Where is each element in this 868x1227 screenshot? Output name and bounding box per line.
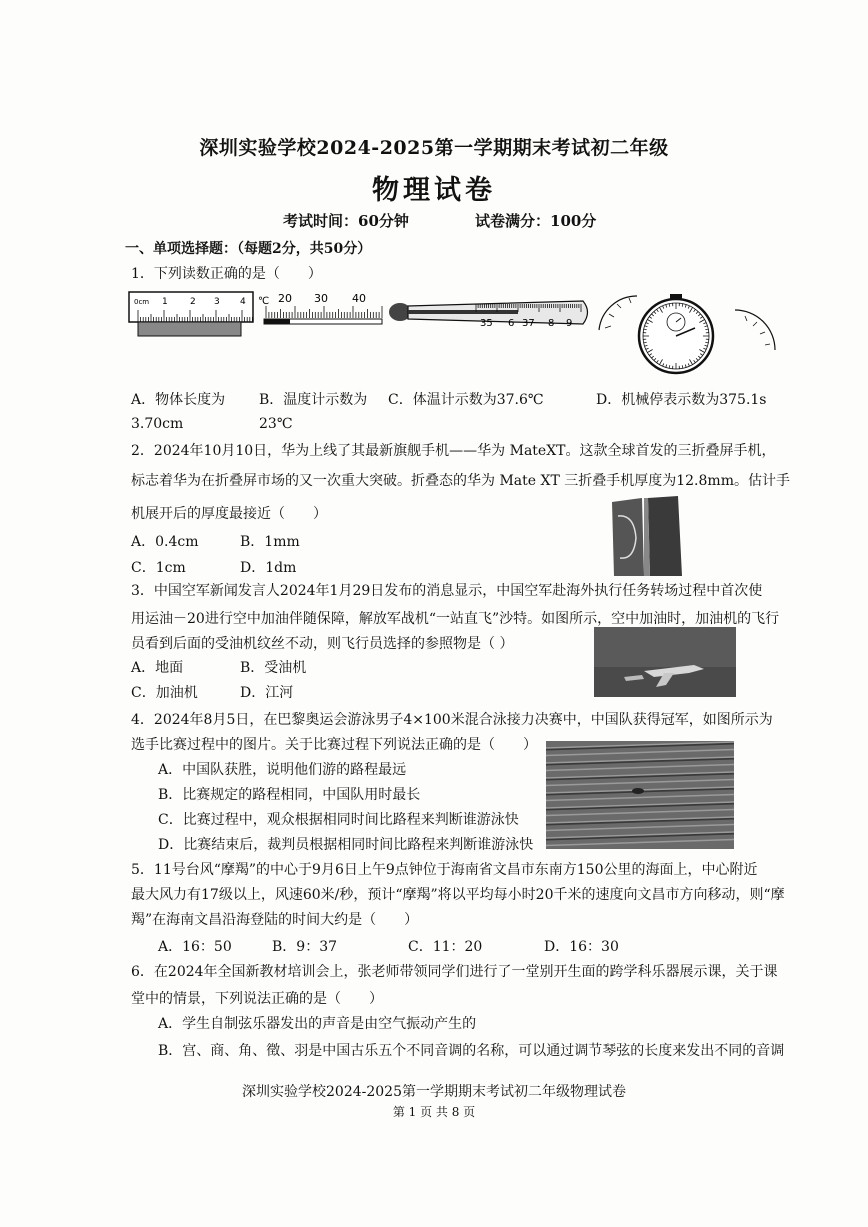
exam-title: 深圳实验学校2024-2025第一学期期末考试初二年级 [199, 137, 669, 159]
q3-option-a: A．地面 [131, 660, 184, 676]
q5-option-b: B．9：37 [272, 939, 338, 955]
q6-option-a: A．学生自制弦乐器发出的声音是由空气振动产生的 [158, 1016, 477, 1032]
q5-line3: 羯”在海南文昌沿海登陆的时间大约是（ ） [131, 912, 419, 928]
q4-line2: 选手比赛过程中的图片。关于比赛过程下列说法正确的是（ ） [131, 737, 537, 753]
q3-option-b: B．受油机 [240, 660, 307, 676]
body-label-6: 6 [508, 318, 515, 329]
q5-option-c: C．11：20 [408, 939, 483, 955]
q1-option-b-value: 23℃ [259, 416, 293, 432]
foldable-phone-image [608, 494, 690, 578]
body-label-37: 37 [522, 318, 535, 329]
q2-option-c: C．1cm [131, 560, 186, 576]
thermo-label-30: 30 [314, 292, 328, 305]
q4-option-d: D．比赛结束后，裁判员根据相同时间比路程来判断谁游泳快 [158, 837, 534, 853]
q5-line1: 5．11号台风“摩羯”的中心于9月6日上午9点钟位于海南省文昌市东南方150公里的海面上，中心附近 [131, 862, 758, 878]
q1-option-c: C．体温计示数为37.6℃ [388, 392, 544, 408]
q3-line2: 用运油－20进行空中加油伴随保障，解放军战机“一站直飞”沙特。如图所示，空中加油时，加油机的飞行 [131, 611, 780, 627]
q3-option-c: C．加油机 [131, 685, 198, 701]
thermo-label-40: 40 [352, 292, 366, 305]
ruler-label-0: 0cm [134, 298, 150, 306]
aerial-refueling-image [594, 627, 736, 697]
body-label-8: 8 [548, 318, 555, 329]
q4-option-b: B．比赛规定的路程相同，中国队用时最长 [158, 787, 421, 803]
q2-line3: 机展开后的厚度最接近（ ） [131, 506, 327, 522]
q1-stem: 1．下列读数正确的是（ ） [131, 266, 322, 282]
footer-title: 深圳实验学校2024-2025第一学期期末考试初二年级物理试卷 [242, 1084, 626, 1100]
q2-line2: 标志着华为在折叠屏市场的又一次重大突破。折叠态的华为 Mate XT 三折叠手机厚度为12.8mm。估计手 [131, 473, 790, 489]
q5-line2: 最大风力有17级以上，风速60米/秒，预计“摩羯”将以平均每小时20千米的速度向文昌市方向移动，则“摩 [131, 887, 785, 903]
q2-option-d: D．1dm [240, 560, 297, 576]
ruler-label-3: 3 [214, 297, 220, 307]
q6-line2: 堂中的情景，下列说法正确的是（ ） [131, 991, 383, 1007]
q3-line1: 3．中国空军新闻发言人2024年1月29日发布的消息显示，中国空军赴海外执行任务转场过程中首次使 [131, 583, 763, 599]
ruler-label-2: 2 [190, 297, 196, 307]
q3-option-d: D．江河 [240, 685, 294, 701]
swimming-race-image [546, 741, 734, 849]
exam-time: 考试时间：60分钟 [283, 212, 409, 230]
q2-option-a: A．0.4cm [131, 534, 199, 550]
q5-option-a: A．16：50 [158, 939, 232, 955]
page-number: 第 1 页 共 8 页 [392, 1105, 476, 1119]
q4-option-a: A．中国队获胜，说明他们游的路程最远 [158, 762, 407, 778]
q6-line1: 6．在2024年全国新教材培训会上，张老师带领同学们进行了一堂别开生面的跨学科乐器展示课，关于课 [131, 964, 778, 980]
subject-title: 物理试卷 [372, 175, 496, 206]
ruler-figure [128, 290, 256, 340]
q4-line1: 4．2024年8月5日，在巴黎奥运会游泳男子4×100米混合泳接力决赛中，中国队获得冠军，如图所示为 [131, 712, 773, 728]
q2-option-b: B．1mm [240, 534, 300, 550]
body-label-35: 35 [480, 318, 493, 329]
q5-option-d: D．16：30 [544, 939, 619, 955]
q1-option-a: A．物体长度为 [131, 392, 226, 408]
ruler-label-4: 4 [240, 297, 246, 307]
q6-option-b: B．宫、商、角、徵、羽是中国古乐五个不同音调的名称，可以通过调节琴弦的长度来发出不同的音调 [158, 1043, 785, 1059]
q1-option-a-value: 3.70cm [131, 416, 184, 432]
q3-line3: 员看到后面的受油机纹丝不动，则飞行员选择的参照物是（ ） [131, 636, 514, 652]
q1-option-b: B．温度计示数为 [259, 392, 368, 408]
q1-option-d: D．机械停表示数为375.1s [596, 392, 767, 408]
stopwatch-figure [595, 288, 785, 376]
section-heading: 一、单项选择题：（每题2分，共50分） [125, 241, 372, 257]
thermo-label-20: 20 [278, 292, 292, 305]
q4-option-c: C．比赛过程中，观众根据相同时间比路程来判断谁游泳快 [158, 812, 519, 828]
full-marks: 试卷满分：100分 [475, 212, 597, 230]
body-label-9: 9 [566, 318, 573, 329]
q2-line1: 2．2024年10月10日，华为上线了其最新旗舰手机——华为 MateXT。这款全球首发的三折叠屏手机， [131, 443, 776, 459]
thermo-unit: ℃ [258, 296, 270, 307]
thermometer-figure [258, 288, 386, 334]
ruler-label-1: 1 [162, 297, 168, 307]
body-thermometer-figure [388, 296, 593, 332]
